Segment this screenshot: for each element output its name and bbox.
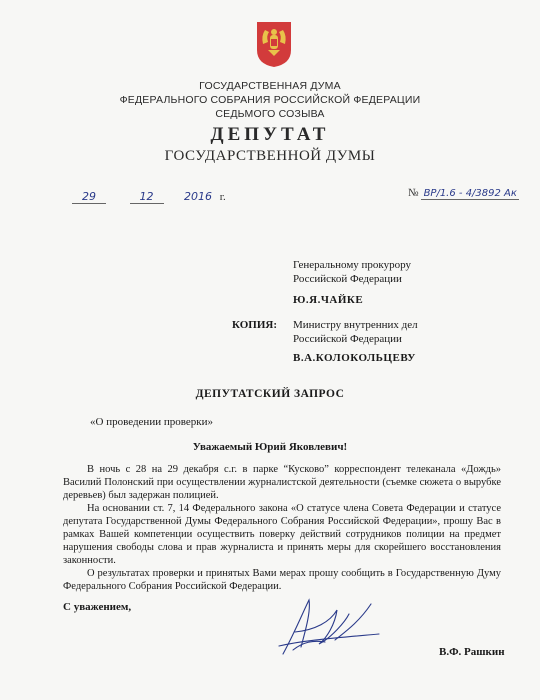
letter-title: ДЕПУТАТСКИЙ ЗАПРОС [195, 388, 345, 400]
document-title: ДЕПУТАТ [210, 124, 330, 145]
document-subtitle: ГОСУДАРСТВЕННОЙ ДУМЫ [164, 148, 376, 164]
addressee-name: Ю.Я.ЧАЙКЕ [293, 294, 364, 306]
date-year-suffix: г. [219, 191, 226, 203]
header-line-3: СЕДЬМОГО СОЗЫВА [215, 108, 325, 120]
paragraph-2: На основании ст. 7, 14 Федерального закона «О статусе члена Совета Федерации и статусе депутата Государственной Думы Федерального Собрания Российской Федерации», прошу Вас в рамках Вашей компетенции осуществить поверку действий сотрудников полиции на предмет нарушения свободы слова и прав журналиста и принять меры для скорейшего восстановления законности. [63, 503, 501, 566]
addressee-line-1: Генеральному прокурору [293, 259, 411, 271]
copy-label: КОПИЯ: [232, 319, 277, 331]
letter-greeting: Уважаемый Юрий Яковлевич! [192, 441, 348, 453]
copy-line-1: Министру внутренних дел [293, 319, 418, 331]
copy-name: В.А.КОЛОКОЛЬЦЕВУ [293, 352, 416, 364]
handwritten-signature [275, 592, 385, 662]
registration-number [408, 187, 519, 200]
header-line-2: ФЕДЕРАЛЬНОГО СОБРАНИЯ РОССИЙСКОЙ ФЕДЕРАЦИИ [119, 94, 421, 106]
date-day: 29 [72, 190, 106, 204]
date-year: 2016 [184, 190, 212, 203]
copy-line-2: Российской Федерации [293, 333, 402, 345]
copy-block [293, 318, 418, 346]
reg-number-value: ВР/1.6 - 4/3892 Ак [421, 188, 519, 200]
addressee-block [293, 258, 411, 286]
letter-subject: «О проведении проверки» [90, 416, 213, 428]
addressee-line-2: Российской Федерации [293, 273, 402, 285]
paragraph-3: О результатах проверки и принятых Вами мерах прошу сообщить в Государственную Думу Федерального Собрания Российской Федерации. [63, 568, 501, 592]
coat-of-arms-emblem [255, 20, 293, 68]
signer-name: В.Ф. Рашкин [439, 646, 505, 658]
paragraph-1: В ночь с 28 на 29 декабря с.г. в парке “Кусково” корреспондент телеканала «Дождь» Василий Полонский при осуществлении журналистской деятельности (съемке сюжета о вырубке деревьев) был задержан полицией. [63, 464, 501, 501]
header-line-1: ГОСУДАРСТВЕННАЯ ДУМА [199, 80, 341, 92]
closing: С уважением, [63, 601, 132, 613]
date-month: 12 [130, 190, 164, 204]
date-line [72, 190, 226, 204]
reg-prefix: № [408, 187, 419, 199]
